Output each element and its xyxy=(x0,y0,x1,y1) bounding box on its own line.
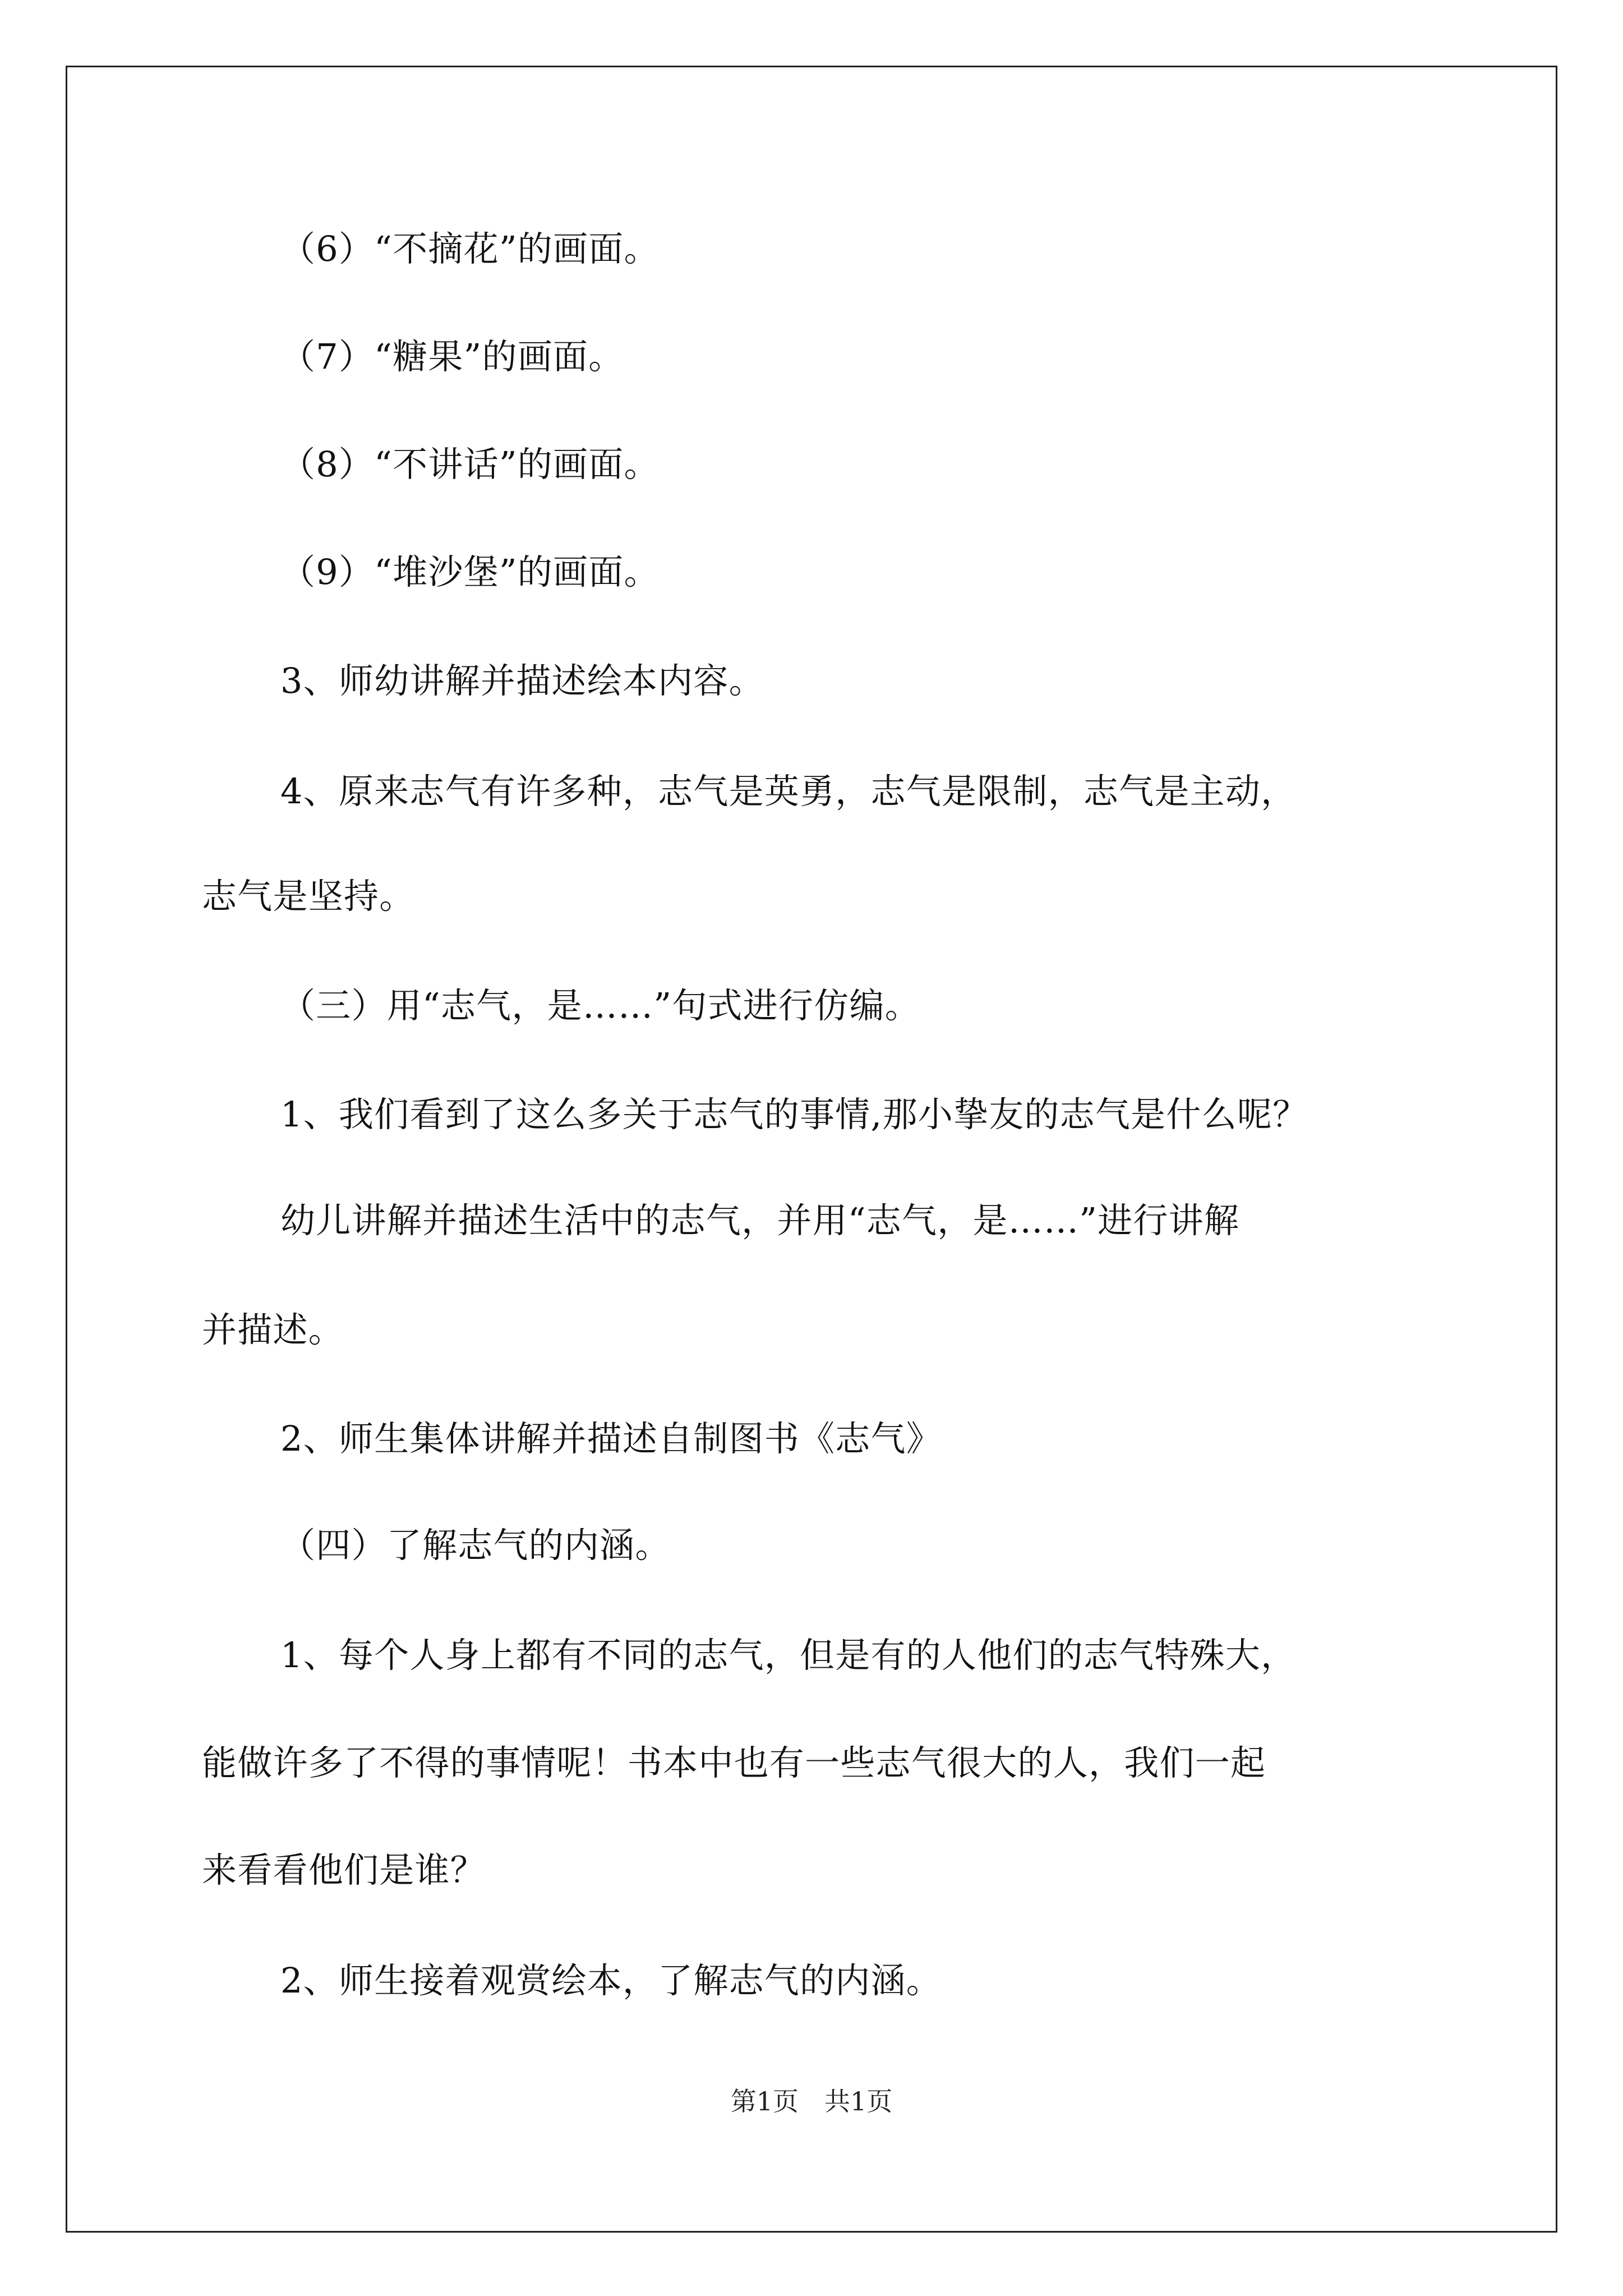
section-heading: （四）了解志气的内涵。 xyxy=(280,1525,671,1566)
section-heading: （三）用“志气，是……”句式进行仿编。 xyxy=(280,985,920,1026)
text-line: （7）“糖果”的画面。 xyxy=(280,336,624,377)
text-line: 1、每个人身上都有不同的志气，但是有的人他们的志气特殊大， xyxy=(280,1635,1297,1676)
page-border xyxy=(66,66,1557,2233)
text-line: 3、师幼讲解并描述绘本内容。 xyxy=(280,660,764,701)
text-line: 1、我们看到了这么多关于志气的事情,那小挚友的志气是什么呢？ xyxy=(280,1094,1308,1135)
text-line: 幼儿讲解并描述生活中的志气，并用“志气，是……”进行讲解 xyxy=(280,1200,1240,1241)
text-line: 志气是坚持。 xyxy=(202,876,415,917)
text-line: 能做许多了不得的事情呢！书本中也有一些志气很大的人，我们一起 xyxy=(202,1742,1266,1783)
text-line: 4、原来志气有许多种，志气是英勇，志气是限制，志气是主动， xyxy=(280,771,1297,812)
text-line: 并描述。 xyxy=(202,1309,344,1350)
text-line: （6）“不摘花”的画面。 xyxy=(280,228,660,269)
text-line: 2、师生接着观赏绘本，了解志气的内涵。 xyxy=(280,1960,942,2001)
text-line: 来看看他们是谁？ xyxy=(202,1849,486,1890)
page-number-footer: 第1页 共1页 xyxy=(730,2086,893,2116)
text-line: （9）“堆沙堡”的画面。 xyxy=(280,551,660,592)
text-line: 2、师生集体讲解并描述自制图书《志气》 xyxy=(280,1418,942,1459)
text-line: （8）“不讲话”的画面。 xyxy=(280,444,660,485)
